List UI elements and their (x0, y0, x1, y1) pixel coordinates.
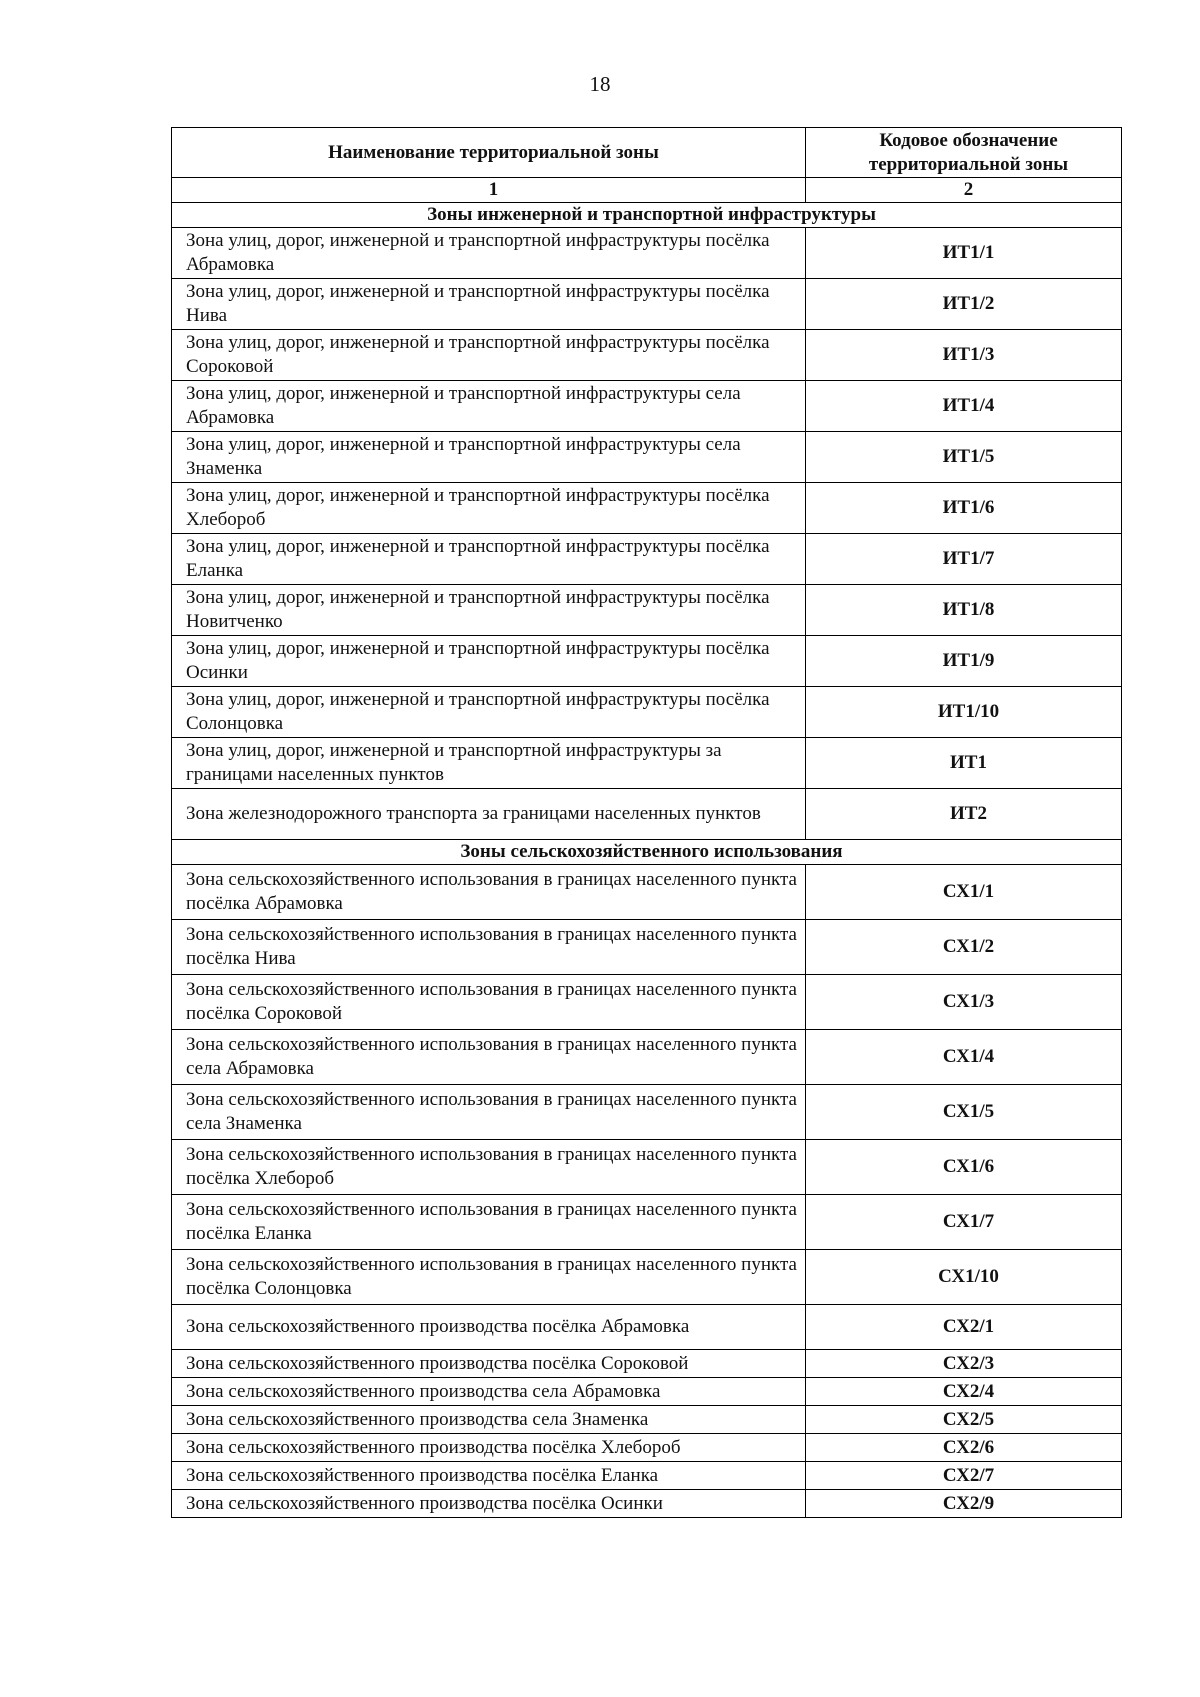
zone-code: СХ1/1 (806, 865, 1122, 920)
zone-code: ИТ1/9 (806, 636, 1122, 687)
zone-name: Зона сельскохозяйственного использования в границах населенного пункта посёлка Сороковой (172, 975, 806, 1030)
table-row (172, 687, 1122, 738)
zone-code: СХ1/10 (806, 1250, 1122, 1305)
table-row (172, 432, 1122, 483)
section-row (172, 203, 1122, 228)
table-row (172, 1195, 1122, 1250)
zone-name: Зона сельскохозяйственного производства посёлка Еланка (172, 1462, 806, 1490)
zone-code: СХ1/7 (806, 1195, 1122, 1250)
section-title: Зоны сельскохозяйственного использования (172, 840, 1122, 865)
table-row (172, 585, 1122, 636)
zone-name: Зона сельскохозяйственного использования в границах населенного пункта села Абрамовка (172, 1030, 806, 1085)
table-row (172, 330, 1122, 381)
zone-code: ИТ1/6 (806, 483, 1122, 534)
zone-code: ИТ1/3 (806, 330, 1122, 381)
zone-code: ИТ1/8 (806, 585, 1122, 636)
table-row (172, 483, 1122, 534)
table-row (172, 228, 1122, 279)
table-row (172, 920, 1122, 975)
zone-code: СХ1/4 (806, 1030, 1122, 1085)
zone-name: Зона улиц, дорог, инженерной и транспортной инфраструктуры за границами населенных пунктов (172, 738, 806, 789)
zone-name: Зона железнодорожного транспорта за границами населенных пунктов (172, 789, 806, 840)
table-row (172, 1140, 1122, 1195)
table-row (172, 534, 1122, 585)
zone-code: ИТ1/5 (806, 432, 1122, 483)
zone-name: Зона улиц, дорог, инженерной и транспортной инфраструктуры села Знаменка (172, 432, 806, 483)
table-row (172, 279, 1122, 330)
table-row (172, 636, 1122, 687)
zone-name: Зона улиц, дорог, инженерной и транспортной инфраструктуры посёлка Еланка (172, 534, 806, 585)
zone-code: СХ1/6 (806, 1140, 1122, 1195)
zone-name: Зона сельскохозяйственного использования в границах населенного пункта посёлка Еланка (172, 1195, 806, 1250)
column-number: 1 (172, 178, 806, 203)
zone-name: Зона сельскохозяйственного производства посёлка Осинки (172, 1490, 806, 1518)
table-row (172, 1378, 1122, 1406)
zone-name: Зона сельскохозяйственного производства посёлка Абрамовка (172, 1305, 806, 1350)
zone-code: ИТ1 (806, 738, 1122, 789)
table-row (172, 1490, 1122, 1518)
zone-code: СХ2/1 (806, 1305, 1122, 1350)
column-number: 2 (806, 178, 1122, 203)
section-row (172, 840, 1122, 865)
table-row (172, 1085, 1122, 1140)
zone-name: Зона улиц, дорог, инженерной и транспортной инфраструктуры посёлка Сороковой (172, 330, 806, 381)
zone-name: Зона сельскохозяйственного производства посёлка Сороковой (172, 1350, 806, 1378)
column-number-row (172, 178, 1122, 203)
zone-name: Зона сельскохозяйственного производства села Абрамовка (172, 1378, 806, 1406)
zone-name: Зона сельскохозяйственного производства посёлка Хлебороб (172, 1434, 806, 1462)
zone-code: СХ2/9 (806, 1490, 1122, 1518)
zone-name: Зона сельскохозяйственного использования в границах населенного пункта посёлка Нива (172, 920, 806, 975)
zone-code: ИТ1/10 (806, 687, 1122, 738)
zones-table (171, 127, 1122, 1518)
section-title: Зоны инженерной и транспортной инфраструктуры (172, 203, 1122, 228)
zone-code: ИТ1/2 (806, 279, 1122, 330)
zone-code: ИТ1/4 (806, 381, 1122, 432)
table-row (172, 975, 1122, 1030)
zone-code: СХ2/6 (806, 1434, 1122, 1462)
page-number: 18 (589, 72, 611, 96)
zone-code: СХ2/5 (806, 1406, 1122, 1434)
zone-name: Зона сельскохозяйственного использования в границах населенного пункта посёлка Солонцовка (172, 1250, 806, 1305)
zone-name: Зона сельскохозяйственного производства села Знаменка (172, 1406, 806, 1434)
header-zone-name: Наименование территориальной зоны (172, 128, 806, 178)
zone-code: СХ1/5 (806, 1085, 1122, 1140)
table-row (172, 1434, 1122, 1462)
table-row (172, 381, 1122, 432)
zone-code: СХ2/3 (806, 1350, 1122, 1378)
zone-name: Зона улиц, дорог, инженерной и транспортной инфраструктуры села Абрамовка (172, 381, 806, 432)
zone-code: СХ2/4 (806, 1378, 1122, 1406)
zone-code: ИТ1/1 (806, 228, 1122, 279)
zone-code: СХ2/7 (806, 1462, 1122, 1490)
table-row (172, 1406, 1122, 1434)
zone-name: Зона улиц, дорог, инженерной и транспортной инфраструктуры посёлка Солонцовка (172, 687, 806, 738)
zone-name: Зона сельскохозяйственного использования в границах населенного пункта села Знаменка (172, 1085, 806, 1140)
table-header-row (172, 128, 1122, 178)
zone-name: Зона улиц, дорог, инженерной и транспортной инфраструктуры посёлка Хлебороб (172, 483, 806, 534)
table-row (172, 1250, 1122, 1305)
zone-name: Зона сельскохозяйственного использования в границах населенного пункта посёлка Хлебороб (172, 1140, 806, 1195)
table-row (172, 789, 1122, 840)
zone-name: Зона сельскохозяйственного использования в границах населенного пункта посёлка Абрамовка (172, 865, 806, 920)
table-row (172, 1350, 1122, 1378)
table-row (172, 1305, 1122, 1350)
zone-code: ИТ2 (806, 789, 1122, 840)
table-row (172, 1462, 1122, 1490)
zone-code: ИТ1/7 (806, 534, 1122, 585)
zone-name: Зона улиц, дорог, инженерной и транспортной инфраструктуры посёлка Нива (172, 279, 806, 330)
zone-name: Зона улиц, дорог, инженерной и транспортной инфраструктуры посёлка Новитченко (172, 585, 806, 636)
zone-code: СХ1/2 (806, 920, 1122, 975)
zone-name: Зона улиц, дорог, инженерной и транспортной инфраструктуры посёлка Осинки (172, 636, 806, 687)
zone-name: Зона улиц, дорог, инженерной и транспортной инфраструктуры посёлка Абрамовка (172, 228, 806, 279)
table-row (172, 865, 1122, 920)
table-row (172, 738, 1122, 789)
table-row (172, 1030, 1122, 1085)
header-zone-code: Кодовое обозначение территориальной зоны (806, 128, 1122, 178)
zone-code: СХ1/3 (806, 975, 1122, 1030)
